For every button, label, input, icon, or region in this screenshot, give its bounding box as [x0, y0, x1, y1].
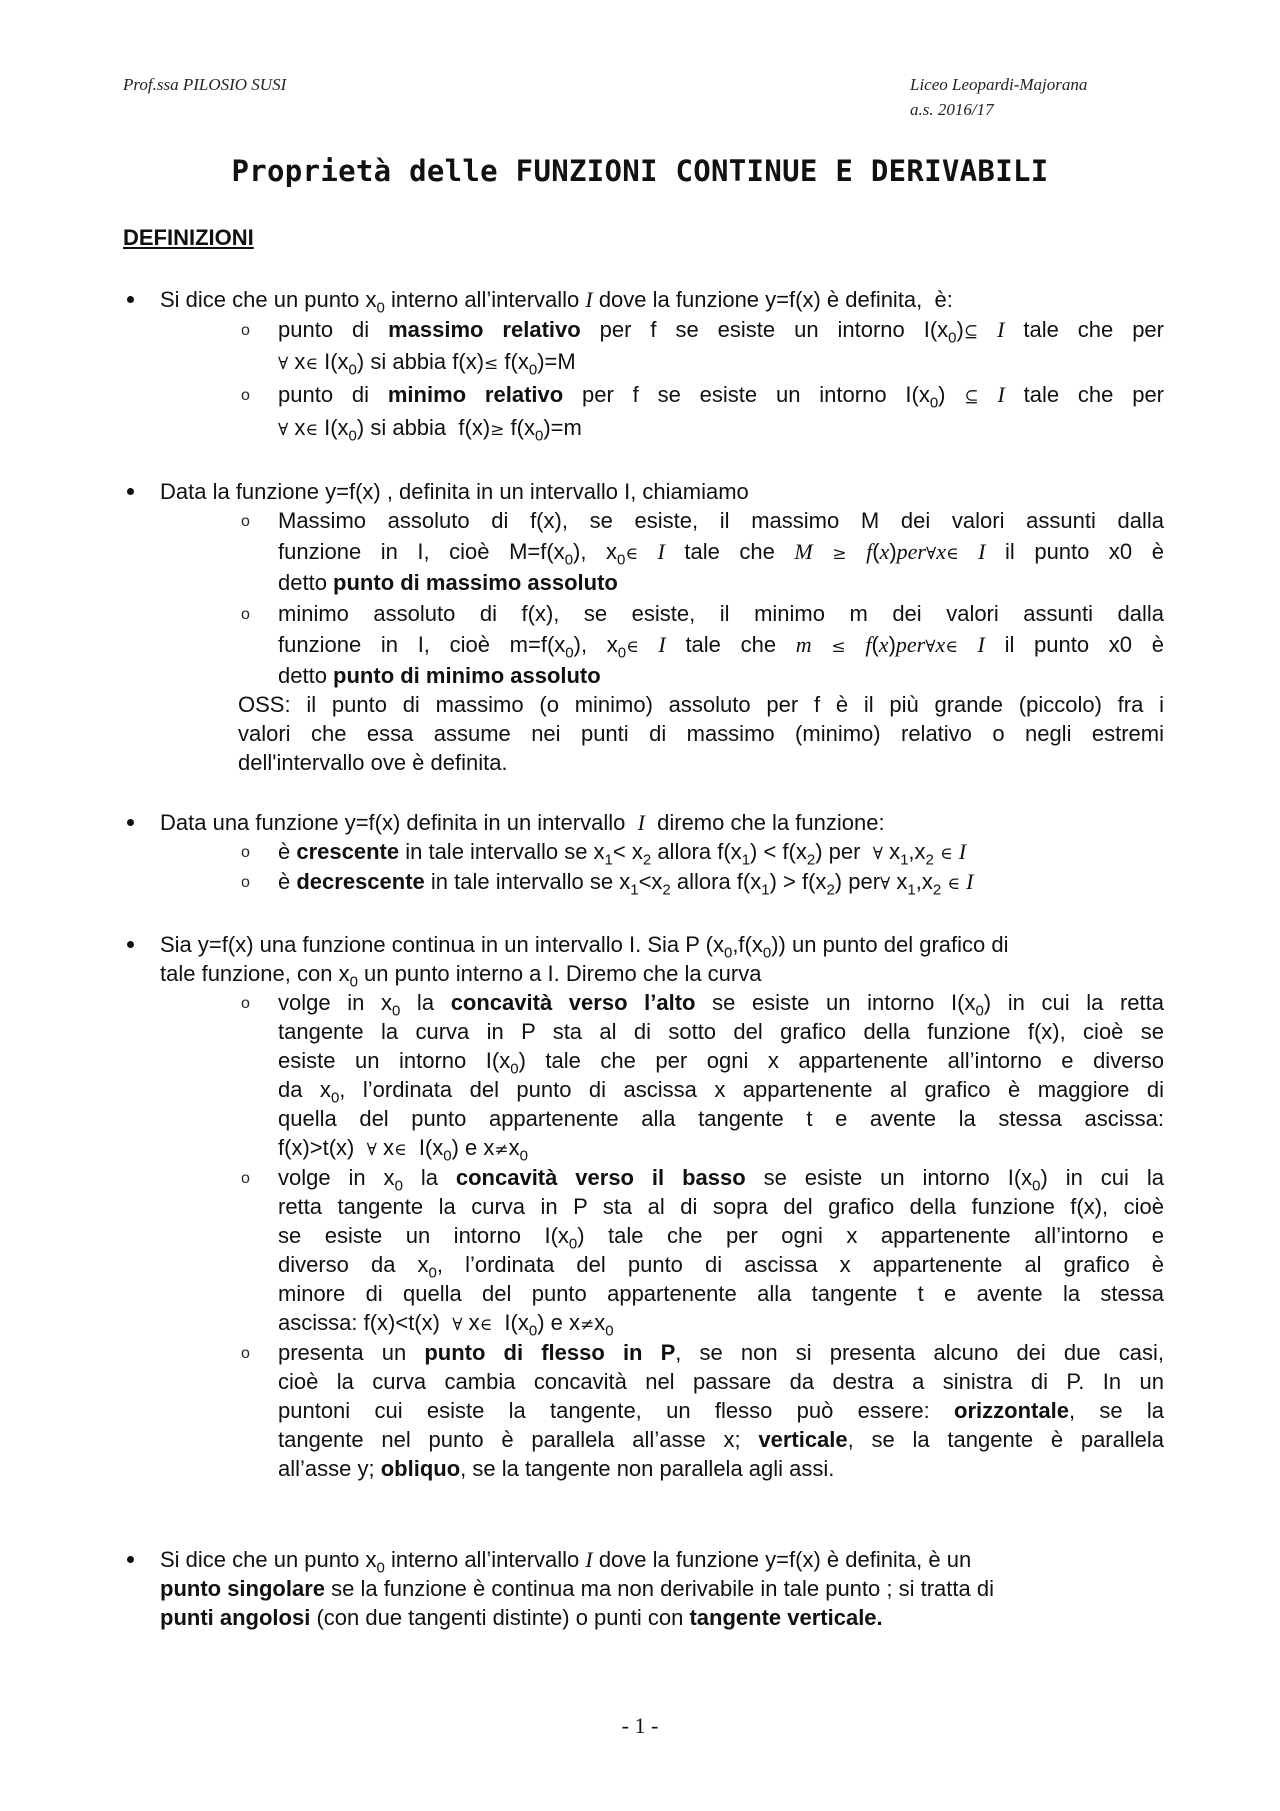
text-line: punto di massimo relativo per f se esiste un intorno $I(x_0)⊆$ I tale che per	[278, 317, 1164, 347]
circle-bullet-icon: o	[241, 387, 250, 404]
text-line: Data la funzione y=f(x) , definita in un intervallo I, chiamiamo	[160, 479, 749, 504]
bullet-icon	[127, 488, 134, 495]
text-line: minore di quella del punto appartenente alla tangente t e avente la stessa	[278, 1281, 1164, 1306]
circle-bullet-icon: o	[241, 606, 250, 623]
text-line: diverso da $x_0$, l’ordinata del punto di ascissa x appartenente al grafico è	[278, 1252, 1164, 1282]
circle-bullet-icon: o	[241, 844, 250, 861]
text-line: Si dice che un punto $x_0$ interno all’intervallo I dove la funzione y=f(x) è definita, è un	[160, 1547, 972, 1577]
text-line: detto punto di massimo assoluto	[278, 570, 618, 595]
text-line: minimo assoluto di f(x), se esiste, il minimo m dei valori assunti dalla	[278, 601, 1164, 626]
text-line: quella del punto appartenente alla tangente t e avente la stessa ascissa:	[278, 1106, 1164, 1131]
text-line: ∀ x∈ $I(x_0)$ si abbia $f(x)\ge f(x_0)=m$	[278, 415, 582, 445]
text-line: Si dice che un punto $x_0$ interno all’intervallo I dove la funzione y=f(x) è definita, è:	[160, 287, 953, 317]
text-line: punto di minimo relativo per f se esiste un intorno $I(x_0)$ ⊆ I tale che per	[278, 382, 1165, 412]
text-line: Sia y=f(x) una funzione continua in un intervallo I. Sia P $(x_0,f(x_0))$ un punto del grafico di	[160, 932, 1009, 962]
text-line: tangente la curva in P sta al di sotto del grafico della funzione f(x), cioè se	[278, 1019, 1164, 1044]
bullet-icon	[127, 296, 134, 303]
text-line: Massimo assoluto di f(x), se esiste, il massimo M dei valori assunti dalla	[278, 508, 1164, 533]
text-line: è crescente in tale intervallo se $x_1< x_2$ allora $f(x_1) < f(x_2)$ per ∀ $x_1,x_2$ ∈ I	[278, 839, 967, 869]
text-line: volge in $x_0$ la concavità verso l’alto se esiste un intorno $I(x_0)$ in cui la retta	[278, 990, 1164, 1020]
bullet-icon	[127, 819, 134, 826]
text-line: Data una funzione y=f(x) definita in un intervallo I diremo che la funzione:	[160, 810, 885, 835]
page-number: - 1 -	[621, 1713, 659, 1738]
text-line: funzione in I, cioè $m=f(x_0)$, $x_0\in$ I tale che m ≤ f(x)per∀x∈ I il punto x0 è	[278, 632, 1164, 662]
header-school: Liceo Leopardi-Majorana	[910, 75, 1088, 94]
text-line: volge in $x_0$ la concavità verso il basso se esiste un intorno $I(x_0)$ in cui la	[278, 1165, 1164, 1195]
text-line: dell'intervallo ove è definita.	[238, 750, 508, 775]
text-line: all’asse y; obliquo, se la tangente non parallela agli assi.	[278, 1456, 835, 1481]
circle-bullet-icon: o	[241, 1170, 250, 1187]
text-line: punti angolosi (con due tangenti distinte) o punti con tangente verticale.	[160, 1605, 883, 1630]
page-title: Proprietà delle FUNZIONI CONTINUE E DERIVABILI	[231, 154, 1049, 188]
text-line: ∀ x∈ $I(x_0)$ si abbia $f(x)\le f(x_0)=M$	[278, 349, 576, 379]
text-line: tale funzione, con $x_0$ un punto interno a I. Diremo che la curva	[160, 961, 762, 991]
circle-bullet-icon: o	[241, 513, 250, 530]
text-line: se esiste un intorno $I(x_0)$ tale che per ogni x appartenente all’intorno e	[278, 1223, 1164, 1253]
text-line: detto punto di minimo assoluto	[278, 663, 601, 688]
circle-bullet-icon: o	[241, 1345, 250, 1362]
text-line: cioè la curva cambia concavità nel passare da destra a sinistra di P. In un	[278, 1369, 1164, 1394]
header-year: a.s. 2016/17	[910, 100, 994, 119]
circle-bullet-icon: o	[241, 995, 250, 1012]
text-line: punto singolare se la funzione è continua ma non derivabile in tale punto ; si tratta di	[160, 1576, 994, 1601]
text-line: retta tangente la curva in P sta al di sopra del grafico della funzione f(x), cioè	[278, 1194, 1164, 1219]
text-line: funzione in I, cioè $M=f(x_0)$, $x_0\in$ I tale che M ≥ f(x)per∀x∈ I il punto x0 è	[278, 539, 1164, 569]
text-line: esiste un intorno $I(x_0)$ tale che per ogni x appartenente all’intorno e diverso	[278, 1048, 1164, 1078]
text-line: puntoni cui esiste la tangente, un flesso può essere: orizzontale, se la	[278, 1398, 1164, 1423]
text-line: f(x)>t(x) ∀ x∈ $I(x_0)$ e $x\ne x_0$	[278, 1135, 528, 1165]
text-line: tangente nel punto è parallela all’asse x; verticale, se la tangente è parallela	[278, 1427, 1165, 1452]
bullet-icon	[127, 941, 134, 948]
bullet-icon	[127, 1556, 134, 1563]
text-line: ascissa: f(x)<t(x) ∀ x∈ $I(x_0)$ e $x\ne x_0$	[278, 1310, 614, 1340]
text-line: da $x_0$, l’ordinata del punto di ascissa x appartenente al grafico è maggiore di	[278, 1077, 1164, 1107]
circle-bullet-icon: o	[241, 322, 250, 339]
text-line: è decrescente in tale intervallo se $x_1<x_2$ allora $f(x_1) > f(x_2)$ per∀ $x_1,x_2$ ∈ I	[278, 869, 974, 899]
text-line: valori che essa assume nei punti di massimo (minimo) relativo o negli estremi	[238, 721, 1164, 746]
text-line: presenta un punto di flesso in P, se non si presenta alcuno dei due casi,	[278, 1340, 1164, 1365]
text-line: OSS: il punto di massimo (o minimo) assoluto per f è il più grande (piccolo) fra i	[238, 692, 1164, 717]
header-author: Prof.ssa PILOSIO SUSI	[123, 75, 287, 94]
circle-bullet-icon: o	[241, 874, 250, 891]
section-title: DEFINIZIONI	[123, 225, 254, 250]
